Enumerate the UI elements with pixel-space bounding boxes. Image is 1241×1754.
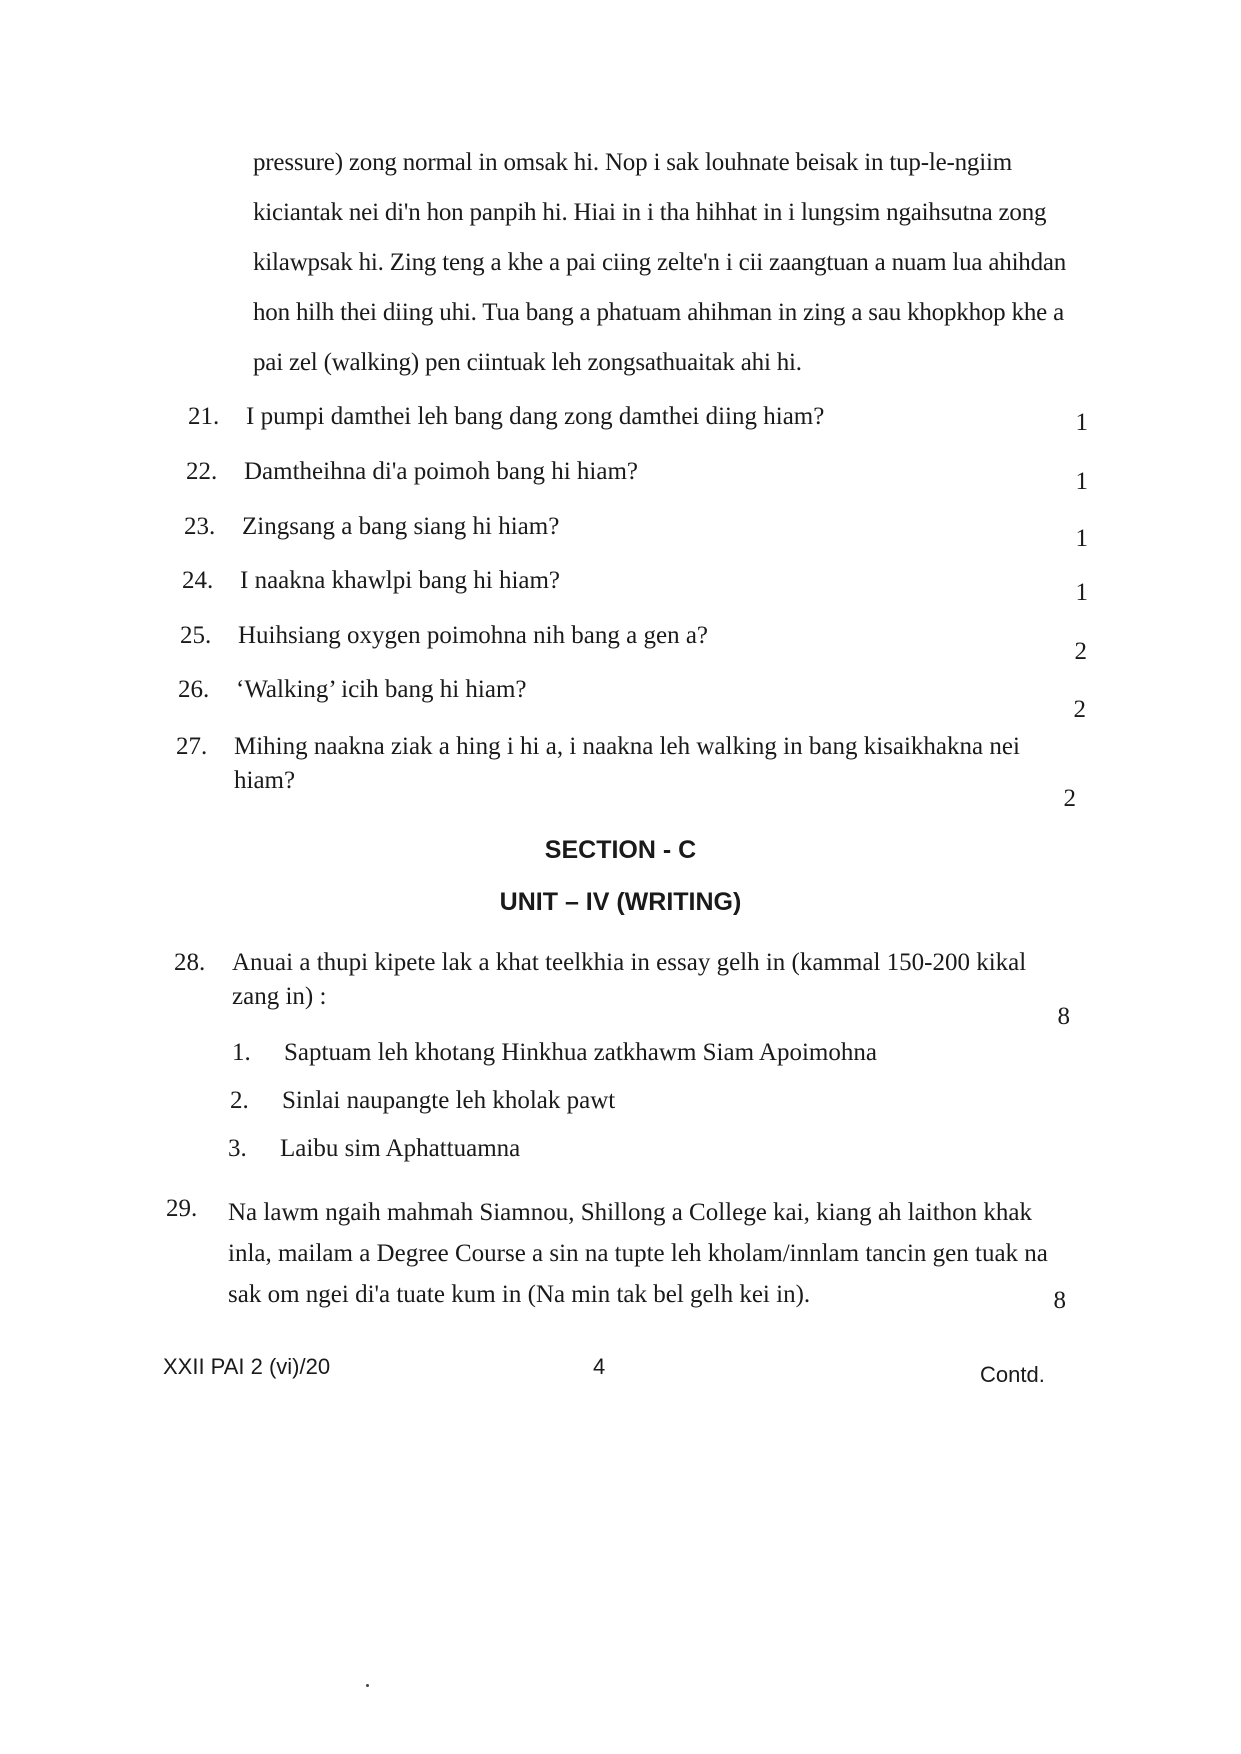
page-number: 4 bbox=[593, 1354, 606, 1379]
passage-line: kilawpsak hi. Zing teng a khe a pai ciing zelte'n i cii zaangtuan a nuam lua ahihdan bbox=[253, 249, 1067, 276]
question-marks: 2 bbox=[1074, 638, 1087, 665]
question-number: 23. bbox=[184, 513, 216, 540]
passage-line: kiciantak nei di'n hon panpih hi. Hiai in i tha hihhat in i lungsim ngaihsutna zong bbox=[253, 199, 1047, 226]
question-text bbox=[228, 1192, 1048, 1315]
question-22 bbox=[186, 455, 1088, 495]
question-text: Zingsang a bang siang hi hiam? bbox=[242, 513, 560, 540]
option-text: Sinlai naupangte leh kholak pawt bbox=[282, 1087, 616, 1114]
section-heading: SECTION - C bbox=[544, 836, 697, 864]
question-text: ‘Walking’ icih bang hi hiam? bbox=[236, 676, 527, 703]
question-29 bbox=[166, 1192, 1086, 1332]
question-marks: 1 bbox=[1075, 579, 1088, 606]
question-26 bbox=[178, 673, 1086, 723]
question-28 bbox=[174, 946, 1074, 1030]
question-line: Na lawm ngaih mahmah Siamnou, Shillong a College kai, kiang ah laithon khak bbox=[228, 1199, 1033, 1226]
question-23 bbox=[184, 510, 1088, 552]
question-text: I naakna khawlpi bang hi hiam? bbox=[240, 567, 561, 594]
reading-passage bbox=[253, 138, 1103, 388]
question-21 bbox=[188, 400, 1088, 436]
question-number: 22. bbox=[186, 458, 218, 485]
question-line: inla, mailam a Degree Course a sin na tupte leh kholam/innlam tancin gen tuak na bbox=[228, 1240, 1048, 1267]
question-marks: 1 bbox=[1075, 409, 1088, 436]
question-text: I pumpi damthei leh bang dang zong damthei diing hiam? bbox=[246, 403, 825, 430]
question-text: Mihing naakna ziak a hing i hi a, i naakna leh walking in bang kisaikhakna nei hiam? bbox=[234, 733, 1020, 794]
question-line: sak om ngei di'a tuate kum in (Na min tak bel gelh kei in). bbox=[228, 1281, 811, 1308]
option-text: Saptuam leh khotang Hinkhua zatkhawm Siam Apoimohna bbox=[284, 1039, 877, 1066]
question-text: Anuai a thupi kipete lak a khat teelkhia in essay gelh in (kammal 150-200 kikal zang in) : bbox=[232, 949, 1027, 1010]
question-marks: 2 bbox=[1063, 785, 1076, 812]
option-number: 1. bbox=[232, 1039, 251, 1066]
option-number: 2. bbox=[230, 1087, 249, 1114]
question-number: 28. bbox=[174, 949, 206, 976]
option-number: 3. bbox=[228, 1135, 247, 1162]
question-text: Damtheihna di'a poimoh bang hi hiam? bbox=[244, 458, 638, 485]
question-marks: 8 bbox=[1053, 1287, 1066, 1314]
question-number: 29. bbox=[166, 1195, 198, 1222]
unit-heading: UNIT – IV (WRITING) bbox=[499, 888, 742, 916]
passage-line: pai zel (walking) pen ciintuak leh zongsathuaitak ahi hi. bbox=[253, 349, 802, 376]
question-number: 24. bbox=[182, 567, 214, 594]
question-marks: 8 bbox=[1057, 1003, 1070, 1030]
question-marks: 1 bbox=[1075, 468, 1088, 495]
passage-line: hon hilh thei diing uhi. Tua bang a phatuam ahihman in zing a sau khopkhop khe a bbox=[253, 299, 1064, 326]
question-27 bbox=[176, 730, 1076, 812]
question-number: 26. bbox=[178, 676, 210, 703]
paper-code: XXII PAI 2 (vi)/20 bbox=[163, 1354, 331, 1379]
question-24 bbox=[182, 564, 1088, 606]
continued-label: Contd. bbox=[980, 1362, 1045, 1387]
question-text: Huihsiang oxygen poimohna nih bang a gen a? bbox=[238, 622, 709, 649]
question-marks: 2 bbox=[1073, 696, 1086, 723]
question-number: 21. bbox=[188, 403, 220, 430]
question-25 bbox=[180, 619, 1087, 665]
question-marks: 1 bbox=[1075, 525, 1088, 552]
passage-line: pressure) zong normal in omsak hi. Nop i sak louhnate beisak in tup-le-ngiim bbox=[253, 149, 1012, 176]
question-number: 25. bbox=[180, 622, 212, 649]
option-text: Laibu sim Aphattuamna bbox=[280, 1135, 521, 1162]
question-number: 27. bbox=[176, 733, 208, 760]
scan-speck bbox=[366, 1684, 369, 1687]
